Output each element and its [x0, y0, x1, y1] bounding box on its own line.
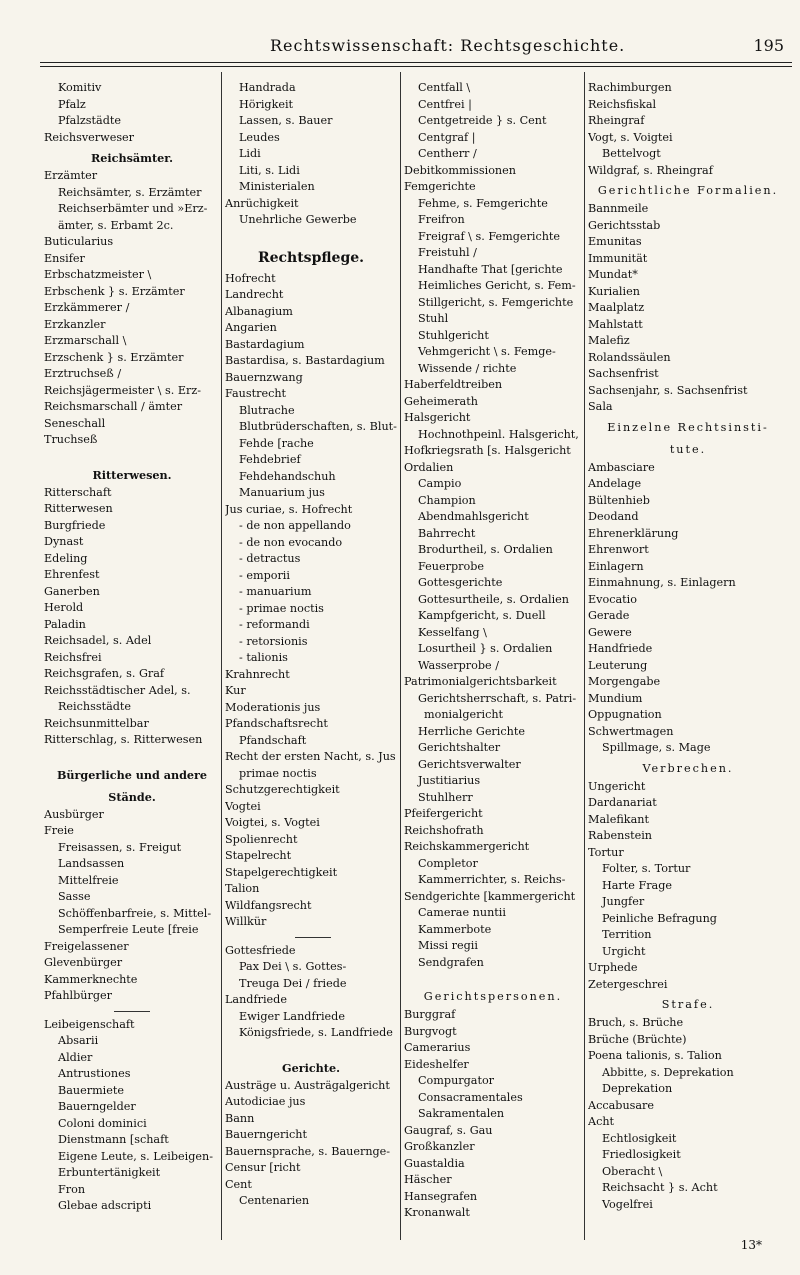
- index-entry: Guastaldia: [404, 1156, 465, 1170]
- index-entry: Pfalzstädte: [58, 114, 121, 127]
- index-entry: Freistuhl /: [418, 246, 477, 259]
- index-entry: Bauernzwang: [225, 370, 303, 384]
- index-entry: Voigtei, s. Vogtei: [225, 816, 320, 829]
- index-entry: Blutrache: [239, 403, 295, 417]
- index-entry: Stapelrecht: [225, 849, 292, 862]
- index-entry: Kur: [225, 684, 246, 697]
- index-entry: Reichsgrafen, s. Graf: [44, 667, 165, 680]
- index-entry: Sachsenjahr, s. Sachsenfrist: [588, 383, 748, 397]
- index-entry: Centenarien: [239, 1194, 310, 1207]
- index-entry: Oppugnation: [588, 708, 662, 721]
- column-divider: [221, 72, 222, 1240]
- section-heading: Reichsämter.: [90, 151, 174, 165]
- index-entry: Dynast: [44, 535, 84, 548]
- index-entry: Ehrenwort: [588, 543, 649, 556]
- separator: [225, 1042, 397, 1056]
- separator: [225, 229, 397, 243]
- index-entry: Folter, s. Tortur: [602, 862, 691, 875]
- header-rule-double: [40, 66, 792, 67]
- section-heading: Verbrechen.: [642, 761, 734, 775]
- index-entry: Ritterwesen: [44, 502, 113, 515]
- index-entry: Jus curiae, s. Hofrecht: [225, 502, 353, 516]
- index-entry: Semperfreie Leute [freie: [58, 923, 199, 936]
- index-entry: Losurtheil } s. Ordalien: [418, 642, 553, 655]
- index-entry: Centherr /: [418, 147, 477, 160]
- index-entry: Mundat*: [588, 268, 638, 281]
- column-divider: [400, 72, 401, 1240]
- index-entry: Reichserbämter und »Erz-: [58, 202, 208, 215]
- index-entry: Aldier: [58, 1050, 93, 1064]
- index-entry: Fehde [rache: [239, 436, 314, 450]
- index-entry: Schutzgerechtigkeit: [225, 783, 340, 796]
- index-entry: Autodiciae jus: [225, 1095, 306, 1108]
- index-entry: Bettelvogt: [602, 147, 661, 160]
- section-heading: tute.: [669, 442, 707, 456]
- index-entry: Edeling: [44, 551, 88, 565]
- index-entry: Sala: [588, 400, 613, 413]
- index-entry: Bauerngericht: [225, 1128, 307, 1141]
- index-entry: Evocatio: [588, 592, 637, 606]
- section-heading: Stände.: [108, 789, 156, 804]
- index-entry: Reichskammergericht: [404, 840, 530, 853]
- index-entry: Justitiarius: [418, 774, 481, 787]
- index-entry: Stapelgerechtigkeit: [225, 865, 338, 879]
- index-entry: - detractus: [239, 552, 301, 565]
- section-heading: Einzelne Rechtsinsti-: [607, 420, 769, 434]
- index-entry: Lassen, s. Bauer: [239, 114, 333, 127]
- index-entry: Patrimonialgerichtsbarkeit: [404, 675, 557, 688]
- index-entry: Glevenbürger: [44, 956, 123, 969]
- index-entry: Emunitas: [588, 235, 642, 248]
- index-entry: Handfriede: [588, 642, 653, 655]
- index-entry: Gerade: [588, 609, 630, 622]
- index-entry: Leudes: [239, 130, 280, 144]
- index-entry: Handrada: [239, 81, 296, 94]
- index-entry: Wildfangsrecht: [225, 898, 312, 912]
- index-entry: Peinliche Befragung: [602, 911, 717, 925]
- index-entry: Ehrenerklärung: [588, 526, 679, 540]
- index-entry: Maalplatz: [588, 301, 645, 314]
- index-entry: Freigraf \ s. Femgerichte: [418, 229, 561, 243]
- index-entry: Kronanwalt: [404, 1206, 470, 1219]
- index-entry: Kesselfang \: [418, 625, 487, 639]
- index-entry: Andelage: [588, 477, 642, 490]
- index-entry: Reichsfiskal: [588, 97, 657, 111]
- index-entry: Bannmeile: [588, 202, 649, 215]
- index-entry: Stuhlherr: [418, 790, 473, 804]
- index-entry: Centfrei |: [418, 97, 472, 111]
- section-heading: Rechtspflege.: [257, 249, 365, 266]
- index-entry: - manuarium: [239, 585, 312, 598]
- index-entry: Abendmahlsgericht: [418, 510, 529, 523]
- index-entry: Moderationis jus: [225, 700, 321, 714]
- index-entry: Vogelfrei: [602, 1197, 653, 1211]
- index-entry: Abbitte, s. Deprekation: [602, 1065, 734, 1079]
- index-entry: Einmahnung, s. Einlagern: [588, 576, 736, 589]
- index-entry: Ritterschaft: [44, 485, 112, 499]
- index-entry: Rolandssäulen: [588, 350, 671, 364]
- index-entry: Herold: [44, 601, 84, 614]
- index-entry: Gottesfriede: [225, 943, 296, 957]
- index-entry: Burgvogt: [404, 1024, 457, 1038]
- index-entry: Reichsstädtischer Adel, s.: [44, 683, 191, 697]
- index-entry: Gerichtsherrschaft, s. Patri-: [418, 691, 577, 705]
- index-entry: Ritterschlag, s. Ritterwesen: [44, 733, 203, 746]
- index-entry: Rheingraf: [588, 114, 645, 127]
- separator: [44, 1005, 220, 1017]
- index-entry: Gaugraf, s. Gau: [404, 1123, 493, 1137]
- index-entry: Reichsjägermeister \ s. Erz-: [44, 383, 202, 397]
- index-entry: Anrüchigkeit: [225, 196, 299, 210]
- index-entry: Reichsstädte: [58, 700, 132, 713]
- index-entry: Willkür: [225, 915, 267, 928]
- index-entry: Pfahlbürger: [44, 989, 112, 1002]
- index-entry: Austräge u. Austrägalgericht: [225, 1078, 390, 1092]
- index-column-2: [225, 80, 397, 1230]
- index-entry: Freigelassener: [44, 939, 129, 953]
- index-entry: Angarien: [225, 321, 277, 334]
- index-entry: Sendgerichte [kammergericht: [404, 889, 576, 903]
- index-entry: Ganerben: [44, 584, 100, 598]
- index-entry: Friedlosigkeit: [602, 1148, 681, 1161]
- index-entry: Gottesgerichte: [418, 576, 503, 589]
- index-entry: Erzkanzler: [44, 317, 106, 331]
- index-entry: Talion: [225, 882, 260, 895]
- index-entry: Liti, s. Lidi: [239, 163, 300, 177]
- index-entry: - retorsionis: [239, 634, 308, 648]
- index-entry: Consacramentales: [418, 1090, 523, 1104]
- separator: [44, 449, 220, 463]
- index-entry: Buticularius: [44, 235, 114, 248]
- index-entry: Urphede: [588, 961, 638, 974]
- index-entry: Haberfeldtreiben: [404, 378, 503, 391]
- index-entry: Kammerrichter, s. Reichs-: [418, 873, 566, 886]
- index-entry: Bruch, s. Brüche: [588, 1016, 684, 1029]
- index-entry: Ewiger Landfriede: [239, 1009, 345, 1023]
- index-entry: Camerarius: [404, 1041, 471, 1054]
- index-entry: Ungericht: [588, 779, 646, 793]
- index-entry: Gerichtsverwalter: [418, 757, 521, 771]
- index-entry: Hörigkeit: [239, 97, 294, 111]
- index-entry: Landrecht: [225, 288, 284, 301]
- index-entry: Wildgraf, s. Rheingraf: [588, 163, 713, 177]
- index-entry: - de non appellando: [239, 519, 351, 532]
- index-entry: Sendgrafen: [418, 955, 484, 969]
- index-entry: Eideshelfer: [404, 1057, 469, 1071]
- index-entry: Vehmgericht \ s. Femge-: [418, 345, 556, 358]
- index-entry: Freisassen, s. Freigut: [58, 840, 182, 854]
- index-entry: Completor: [418, 856, 478, 870]
- index-entry: Bauerngelder: [58, 1100, 136, 1113]
- index-entry: Freie: [44, 824, 74, 837]
- index-entry: - talionis: [239, 651, 288, 664]
- index-entry: Bahrrecht: [418, 526, 476, 540]
- index-entry: Heimliches Gericht, s. Fem-: [418, 279, 576, 292]
- index-entry: Brodurtheil, s. Ordalien: [418, 543, 553, 556]
- index-entry: Jungfer: [602, 895, 645, 908]
- index-entry: Handhafte That [gerichte: [418, 262, 563, 276]
- index-entry: Albanagium: [225, 304, 293, 318]
- header-rule: [40, 62, 792, 63]
- index-entry: Absarii: [58, 1034, 99, 1047]
- index-entry: Reichsmarschall / ämter: [44, 400, 183, 413]
- running-title: Rechtswissenschaft: Rechtsgeschichte.: [270, 36, 626, 55]
- index-entry: Blutbrüderschaften, s. Blut-: [239, 420, 397, 433]
- index-entry: Pax Dei \ s. Gottes-: [239, 960, 347, 973]
- index-entry: Dardanariat: [588, 796, 657, 809]
- index-entry: Harte Frage: [602, 878, 673, 892]
- index-entry: Seneschall: [44, 416, 106, 430]
- index-entry: Cent: [225, 1177, 252, 1191]
- index-entry: Hofrecht: [225, 271, 276, 285]
- index-entry: Missi regii: [418, 939, 478, 952]
- index-entry: Territion: [602, 928, 652, 941]
- index-entry: Bauernsprache, s. Bauernge-: [225, 1144, 391, 1158]
- index-entry: Reichshofrath: [404, 823, 484, 837]
- index-entry: Herrliche Gerichte: [418, 724, 525, 738]
- index-entry: Oberacht \: [602, 1164, 663, 1178]
- index-entry: Faustrecht: [225, 387, 287, 400]
- index-entry: Ambasciare: [588, 460, 655, 474]
- index-entry: Hochnothpeinl. Halsgericht,: [418, 427, 579, 441]
- index-entry: Glebae adscripti: [58, 1199, 152, 1212]
- index-entry: Reichsämter, s. Erzämter: [58, 185, 202, 199]
- index-entry: Treuga Dei / friede: [239, 976, 347, 990]
- index-entry: Erbschenk } s. Erzämter: [44, 284, 185, 298]
- index-entry: Pfeifergericht: [404, 807, 483, 820]
- index-entry: Wasserprobe /: [418, 658, 499, 672]
- index-entry: Lidi: [239, 147, 261, 160]
- index-entry: Erzschenk } s. Erzämter: [44, 350, 184, 364]
- index-entry: Malefiz: [588, 334, 630, 347]
- index-column-1: [44, 80, 220, 1230]
- column-divider: [584, 72, 585, 1240]
- index-entry: Dienstmann [schaft: [58, 1133, 169, 1146]
- index-entry: Freifron: [418, 213, 465, 226]
- index-entry: Erbuntertänigkeit: [58, 1166, 161, 1179]
- index-column-4: [588, 80, 788, 1230]
- index-entry: Censur [richt: [225, 1161, 301, 1174]
- page-number: 195: [753, 36, 784, 55]
- index-entry: Hofkriegsrath [s. Halsgericht: [404, 444, 571, 457]
- page-header: [40, 30, 792, 64]
- index-entry: Gewere: [588, 625, 632, 639]
- index-entry: Fehme, s. Femgerichte: [418, 196, 548, 210]
- index-entry: Erzämter: [44, 169, 98, 182]
- index-entry: Debitkommissionen: [404, 163, 516, 177]
- index-entry: Unehrliche Gewerbe: [239, 213, 357, 226]
- section-heading: Ritterwesen.: [92, 467, 172, 482]
- index-entry: Leibeigenschaft: [44, 1017, 135, 1031]
- index-entry: Ensifer: [44, 251, 85, 265]
- index-entry: Gottesurtheile, s. Ordalien: [418, 592, 569, 606]
- index-entry: Camerae nuntii: [418, 906, 506, 919]
- index-entry: Kammerknechte: [44, 972, 138, 986]
- index-entry: Sachsenfrist: [588, 367, 659, 380]
- index-entry: Manuarium jus: [239, 486, 325, 499]
- index-entry: Femgerichte: [404, 180, 476, 193]
- section-heading: Gerichtliche Formalien.: [597, 184, 779, 197]
- index-entry: Halsgericht: [404, 411, 471, 424]
- index-entry: Tortur: [588, 845, 624, 859]
- index-entry: Großkanzler: [404, 1140, 475, 1153]
- index-entry: Sasse: [58, 890, 91, 903]
- index-entry: Reichsadel, s. Adel: [44, 634, 152, 647]
- index-entry: Zetergeschrei: [588, 977, 668, 991]
- index-entry: Ordalien: [404, 460, 454, 474]
- index-entry: Rachimburgen: [588, 81, 672, 94]
- index-entry: Accabusare: [588, 1098, 655, 1112]
- index-entry: Erbschatzmeister \: [44, 268, 152, 281]
- index-entry: Campio: [418, 477, 462, 490]
- index-entry: Bann: [225, 1111, 255, 1125]
- index-entry: Schwertmagen: [588, 724, 674, 738]
- index-entry: Rabenstein: [588, 829, 652, 842]
- index-entry: Bastardagium: [225, 337, 305, 351]
- index-entry: Landfriede: [225, 993, 287, 1006]
- index-entry: Echtlosigkeit: [602, 1131, 677, 1145]
- index-entry: Reichsunmittelbar: [44, 716, 149, 730]
- index-entry: Fehdehandschuh: [239, 469, 336, 483]
- index-entry: Recht der ersten Nacht, s. Jus: [225, 750, 396, 763]
- index-entry: Königsfriede, s. Landfriede: [239, 1026, 393, 1039]
- index-entry: ämter, s. Erbamt 2c.: [58, 218, 174, 232]
- index-entry: Centfall \: [418, 81, 471, 94]
- index-entry: Morgengabe: [588, 675, 661, 688]
- index-entry: Stuhlgericht: [418, 328, 489, 342]
- section-heading: Gerichtspersonen.: [423, 990, 563, 1003]
- index-entry: primae noctis: [239, 766, 317, 780]
- section-heading: Gerichte.: [282, 1060, 340, 1075]
- index-entry: Pfalz: [58, 97, 86, 111]
- index-entry: Centgetreide } s. Cent: [418, 114, 547, 127]
- index-entry: Malefikant: [588, 812, 649, 826]
- index-entry: Kammerbote: [418, 922, 492, 936]
- index-entry: - emporii: [239, 568, 290, 582]
- index-entry: Brüche (Brüchte): [588, 1032, 687, 1046]
- index-column-3: [404, 80, 582, 1230]
- index-entry: Bauermiete: [58, 1083, 124, 1097]
- index-entry: Eigene Leute, s. Leibeigen-: [58, 1149, 214, 1163]
- index-entry: Paladin: [44, 617, 86, 631]
- index-entry: Erztruchseß /: [44, 367, 122, 380]
- separator: [44, 749, 220, 763]
- index-entry: Vogt, s. Voigtei: [588, 130, 673, 144]
- index-entry: Acht: [588, 1115, 615, 1128]
- index-entry: Fron: [58, 1182, 86, 1196]
- index-entry: Gerichtsstab: [588, 218, 661, 232]
- index-entry: Centgraf |: [418, 130, 476, 144]
- index-entry: Stillgericht, s. Femgerichte: [418, 295, 574, 309]
- signature-mark: 13*: [740, 1238, 762, 1252]
- section-heading: Bürgerliche und andere: [56, 767, 208, 782]
- index-entry: Pfandschaftsrecht: [225, 717, 328, 730]
- index-entry: Einlagern: [588, 559, 644, 573]
- index-entry: Truchseß: [44, 433, 98, 446]
- index-entry: Erzmarschall \: [44, 334, 127, 347]
- index-entry: Reichsverweser: [44, 130, 135, 144]
- section-heading: Strafe.: [661, 998, 715, 1011]
- index-entry: Vogtei: [225, 799, 261, 813]
- index-entry: Kurialien: [588, 284, 640, 298]
- index-entry: Deodand: [588, 510, 639, 523]
- index-entry: Leuterung: [588, 658, 648, 672]
- index-entry: Compurgator: [418, 1074, 495, 1087]
- index-entry: Landsassen: [58, 857, 125, 870]
- index-entry: Bültenhieb: [588, 493, 650, 507]
- separator: [225, 931, 397, 943]
- index-entry: Urgicht: [602, 944, 646, 958]
- index-entry: Gerichtshalter: [418, 741, 501, 754]
- index-entry: Komitiv: [58, 81, 102, 94]
- index-entry: Kampfgericht, s. Duell: [418, 609, 546, 622]
- index-entry: Ministerialen: [239, 180, 315, 193]
- index-entry: Spillmage, s. Mage: [602, 741, 711, 754]
- index-entry: Reichsacht } s. Acht: [602, 1181, 718, 1194]
- index-entry: Fehdebrief: [239, 453, 301, 466]
- index-entry: Mahlstatt: [588, 317, 643, 331]
- index-entry: monialgericht: [424, 708, 504, 721]
- index-entry: Ehrenfest: [44, 568, 100, 581]
- index-entry: Burggraf: [404, 1008, 456, 1021]
- index-entry: Mittelfreie: [58, 873, 119, 887]
- index-entry: Coloni dominici: [58, 1116, 147, 1130]
- index-entry: Stuhl: [418, 312, 449, 325]
- index-entry: Burgfriede: [44, 518, 106, 532]
- index-entry: Schöffenbarfreie, s. Mittel-: [58, 906, 212, 920]
- index-entry: Sakramentalen: [418, 1107, 505, 1120]
- index-entry: - de non evocando: [239, 535, 343, 549]
- index-entry: Häscher: [404, 1173, 452, 1186]
- separator: [404, 971, 582, 985]
- index-entry: Feuerprobe: [418, 559, 484, 573]
- index-entry: Spolienrecht: [225, 832, 298, 846]
- index-entry: Antrustiones: [58, 1067, 131, 1080]
- index-entry: Krahnrecht: [225, 667, 290, 681]
- index-entry: Poena talionis, s. Talion: [588, 1049, 722, 1062]
- index-entry: Wissende / richte: [418, 361, 517, 375]
- index-entry: Mundium: [588, 691, 643, 705]
- index-entry: - reformandi: [239, 618, 310, 631]
- index-entry: - primae noctis: [239, 601, 324, 615]
- index-entry: Hansegrafen: [404, 1189, 478, 1203]
- index-entry: Immunität: [588, 251, 648, 265]
- index-entry: Bastardisa, s. Bastardagium: [225, 354, 385, 367]
- index-entry: Reichsfrei: [44, 650, 102, 664]
- index-entry: Pfandschaft: [239, 733, 307, 747]
- index-entry: Deprekation: [602, 1082, 673, 1095]
- index-entry: Ausbürger: [44, 807, 104, 821]
- index-entry: Erzkämmerer /: [44, 301, 130, 314]
- index-entry: Champion: [418, 493, 476, 507]
- index-entry: Geheimerath: [404, 394, 478, 408]
